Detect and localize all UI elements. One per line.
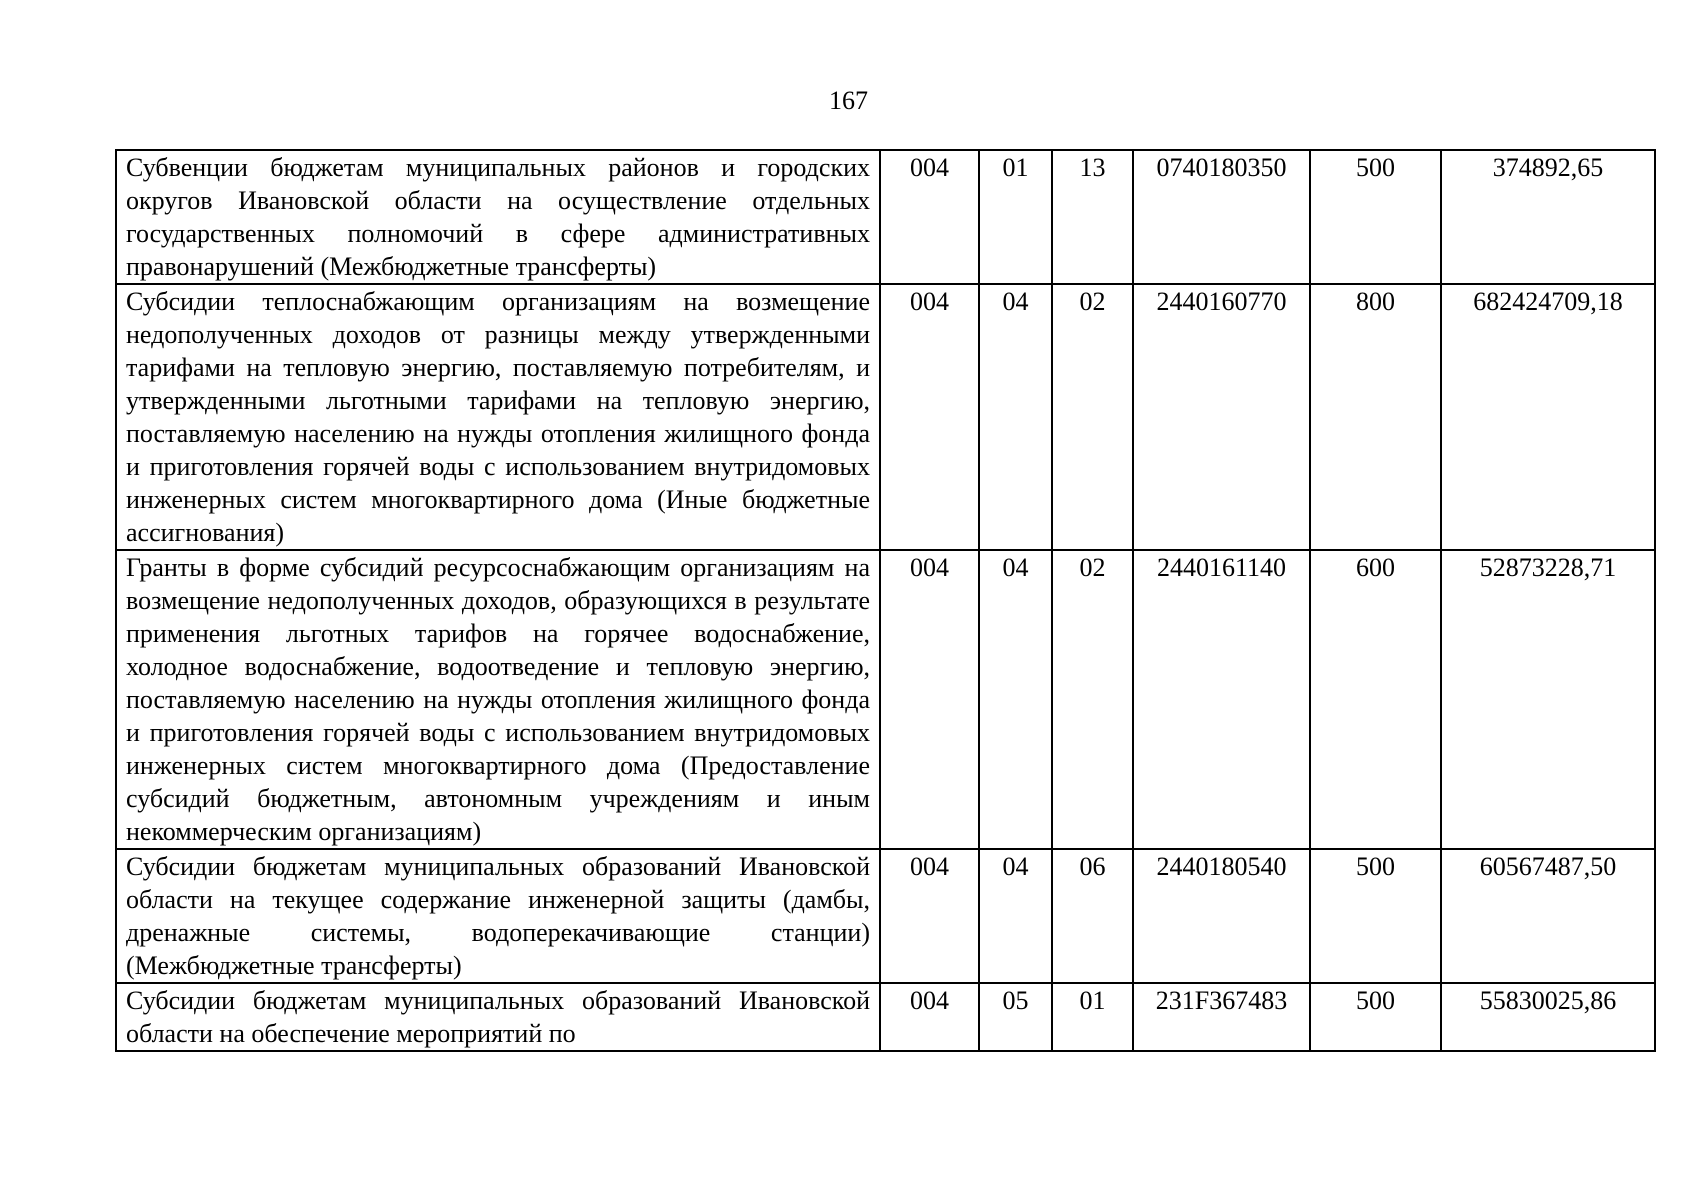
row-target-code: 2440161140 xyxy=(1133,550,1310,849)
table-row xyxy=(116,849,1655,983)
row-ministry-code: 004 xyxy=(880,983,979,1051)
row-target-code: 231F367483 xyxy=(1133,983,1310,1051)
row-description: Субсидии бюджетам муниципальных образований Ивановской области на текущее содержание инженерной защиты (дамбы, дренажные системы, водоперекачивающие станции) (Межбюджетные трансферты) xyxy=(116,849,880,983)
row-amount: 60567487,50 xyxy=(1441,849,1655,983)
row-subsection-code: 02 xyxy=(1052,550,1133,849)
row-description: Субсидии теплоснабжающим организациям на возмещение недополученных доходов от разницы между утвержденными тарифами на тепловую энергию, поставляемую потребителям, и утвержденными льготными тарифами на тепловую энергию, поставляемую населению на нужды отопления жилищного фонда и приготовления горячей воды с использованием внутридомовых инженерных систем многоквартирного дома (Иные бюджетные ассигнования) xyxy=(116,284,880,550)
table-row xyxy=(116,284,1655,550)
row-section-code: 04 xyxy=(979,849,1052,983)
row-target-code: 0740180350 xyxy=(1133,150,1310,284)
row-subsection-code: 06 xyxy=(1052,849,1133,983)
row-section-code: 05 xyxy=(979,983,1052,1051)
row-section-code: 04 xyxy=(979,550,1052,849)
row-subsection-code: 01 xyxy=(1052,983,1133,1051)
row-ministry-code: 004 xyxy=(880,150,979,284)
row-expense-type-code: 800 xyxy=(1310,284,1441,550)
row-section-code: 01 xyxy=(979,150,1052,284)
row-expense-type-code: 500 xyxy=(1310,150,1441,284)
row-amount: 682424709,18 xyxy=(1441,284,1655,550)
row-ministry-code: 004 xyxy=(880,550,979,849)
row-expense-type-code: 500 xyxy=(1310,983,1441,1051)
row-section-code: 04 xyxy=(979,284,1052,550)
table-row xyxy=(116,150,1655,284)
row-ministry-code: 004 xyxy=(880,284,979,550)
budget-table xyxy=(115,149,1656,1052)
row-amount: 374892,65 xyxy=(1441,150,1655,284)
row-target-code: 2440180540 xyxy=(1133,849,1310,983)
row-amount: 52873228,71 xyxy=(1441,550,1655,849)
row-target-code: 2440160770 xyxy=(1133,284,1310,550)
row-expense-type-code: 600 xyxy=(1310,550,1441,849)
row-ministry-code: 004 xyxy=(880,849,979,983)
row-description: Субсидии бюджетам муниципальных образований Ивановской области на обеспечение мероприятий по xyxy=(116,983,880,1051)
row-subsection-code: 02 xyxy=(1052,284,1133,550)
row-amount: 55830025,86 xyxy=(1441,983,1655,1051)
table-row xyxy=(116,550,1655,849)
table-row xyxy=(116,983,1655,1051)
row-subsection-code: 13 xyxy=(1052,150,1133,284)
page-number: 167 xyxy=(829,86,868,115)
row-description: Субвенции бюджетам муниципальных районов и городских округов Ивановской области на осуществление отдельных государственных полномочий в сфере административных правонарушений (Межбюджетные трансферты) xyxy=(116,150,880,284)
row-expense-type-code: 500 xyxy=(1310,849,1441,983)
row-description: Гранты в форме субсидий ресурсоснабжающим организациям на возмещение недополученных доходов, образующихся в результате применения льготных тарифов на горячее водоснабжение, холодное водоснабжение, водоотведение и тепловую энергию, поставляемую населению на нужды отопления жилищного фонда и приготовления горячей воды с использованием внутридомовых инженерных систем многоквартирного дома (Предоставление субсидий бюджетным, автономным учреждениям и иным некоммерческим организациям) xyxy=(116,550,880,849)
